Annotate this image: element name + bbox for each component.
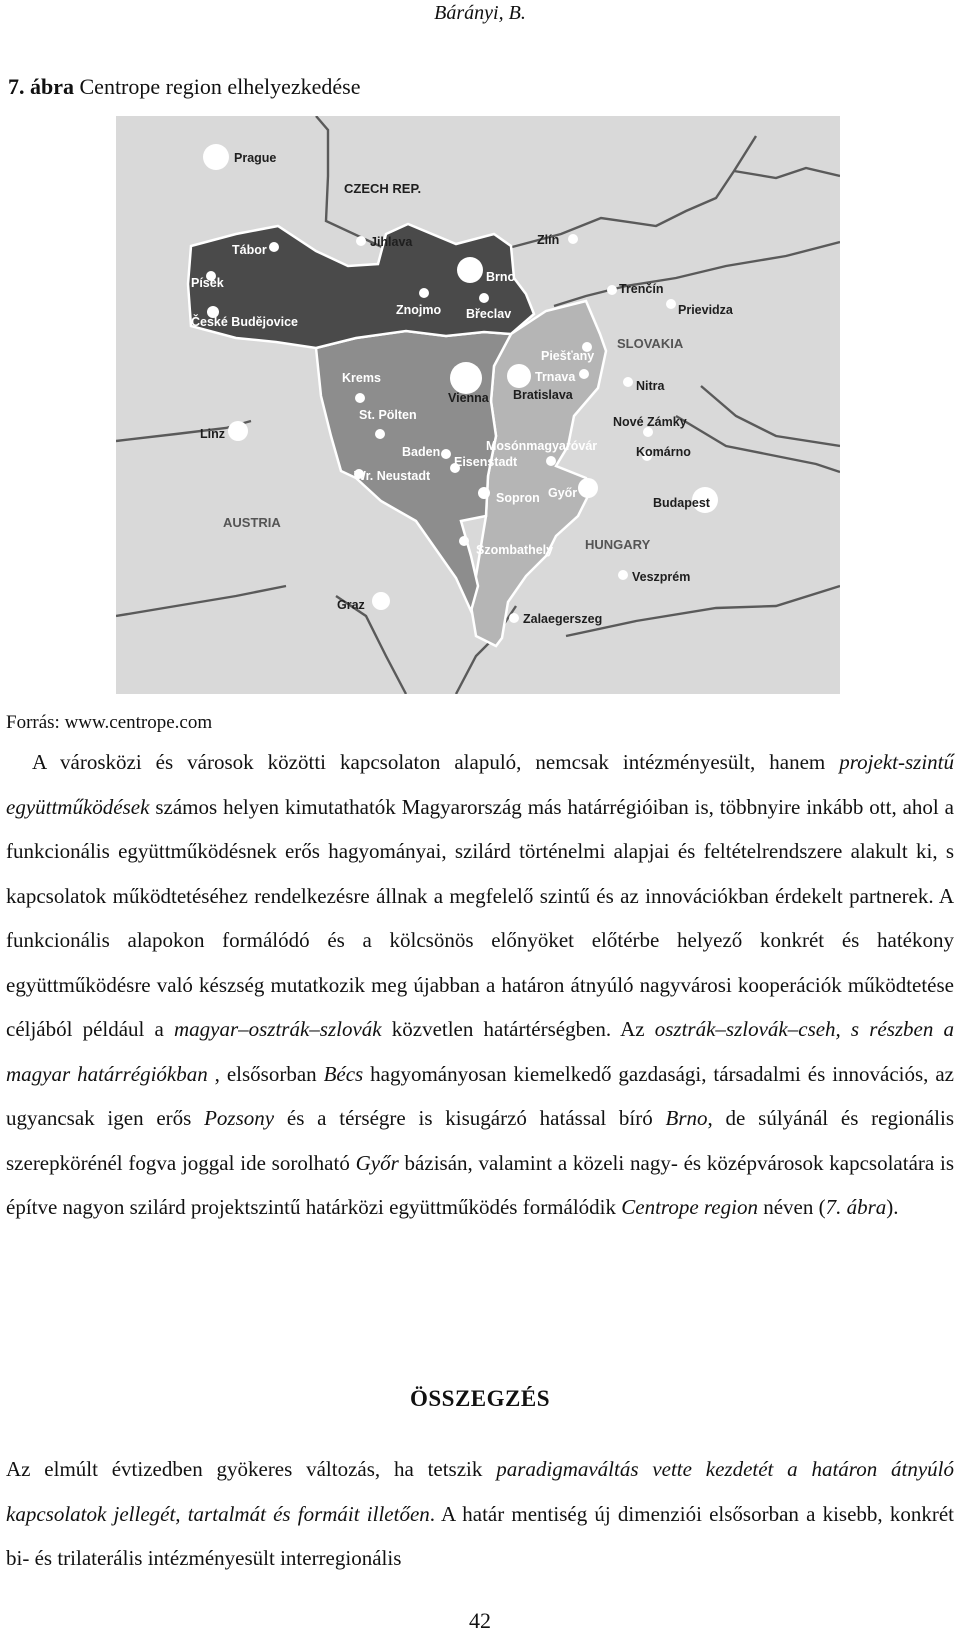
page-number: 42 <box>469 1608 491 1633</box>
city-dot-breclav <box>479 293 489 303</box>
city-dot-krems <box>355 393 365 403</box>
city-label-st-polten: St. Pölten <box>359 408 417 422</box>
country-label-slovakia: SLOVAKIA <box>617 336 684 351</box>
city-label-tabor: Tábor <box>232 243 267 257</box>
city-dot-sopron <box>478 487 490 499</box>
city-dot-znojmo <box>419 288 429 298</box>
city-dot-prague <box>203 144 229 170</box>
country-label-austria: AUSTRIA <box>223 515 281 530</box>
city-label-mosonmagyarovar: Mosónmagyaróvár <box>486 439 598 453</box>
p1-text-5: hagyományosan kiemelkedő gazdasági, társadalmi és innovációs, az ugyancsak igen erős <box>6 1061 954 1130</box>
city-dot-trencin <box>607 285 617 295</box>
city-dot-veszprem <box>618 570 628 580</box>
city-dot-baden <box>441 449 451 459</box>
p1-italic-8: Centrope region <box>621 1195 758 1219</box>
city-dot-trnava <box>579 369 589 379</box>
p1-italic-7: Győr <box>355 1150 399 1175</box>
p2-italic-1: paradigmaváltás vette kezdetét a határon átnyúló kapcsolatok jellegét, tartalmát és formáit illetően <box>6 1457 954 1526</box>
city-label-wr-neustadt: Wr. Neustadt <box>354 469 431 483</box>
city-label-linz: Linz <box>200 427 225 441</box>
p1-text-6: és a térségre is kisugárzó hatással bíró <box>274 1106 666 1130</box>
city-label-nitra: Nitra <box>636 379 665 393</box>
p1-italic-6: Brno <box>665 1106 708 1130</box>
city-label-baden: Baden <box>402 445 441 459</box>
city-dot-mosonmagyarovar <box>546 456 556 466</box>
city-label-komarno: Komárno <box>636 445 691 459</box>
city-label-zlin: Zlín <box>537 233 560 247</box>
p1-italic-1: projekt-szintű együttműködések <box>6 750 954 819</box>
city-label-znojmo: Znojmo <box>396 303 442 317</box>
p1-text-3: közvetlen határtérségben. Az <box>381 1017 655 1041</box>
city-label-trnava: Trnava <box>535 370 576 384</box>
body-paragraph-2 <box>6 1447 954 1581</box>
figure-source: Forrás: www.centrope.com <box>6 712 213 733</box>
city-label-krems: Krems <box>342 371 381 385</box>
p1-text-4: , elsősorban <box>207 1061 324 1086</box>
p1-italic-9: 7. ábra <box>825 1195 887 1219</box>
city-label-gyor: Győr <box>548 486 578 500</box>
city-label-budapest: Budapest <box>653 496 710 510</box>
city-dot-zlin <box>568 234 578 244</box>
city-label-trencin: Trenčín <box>619 282 664 296</box>
city-label-jihlava: Jihlava <box>370 235 413 249</box>
city-dot-st-polten <box>375 429 385 439</box>
city-dot-jihlava <box>356 236 366 246</box>
city-label-szombathely: Szombathely <box>476 543 554 557</box>
city-dot-brno <box>457 257 483 283</box>
city-dot-nitra <box>623 377 633 387</box>
p1-text-7: , de súlyánál és regionális szerepkörénél fogva joggal ide sorolható <box>6 1106 954 1175</box>
figure-caption <box>8 74 360 100</box>
p1-text-9: néven ( <box>757 1195 826 1219</box>
city-dot-gyor <box>578 478 598 498</box>
city-label-ceske-budejovice: České Budějovice <box>191 315 298 329</box>
city-label-graz: Graz <box>337 598 365 612</box>
city-label-sopron: Sopron <box>496 491 540 505</box>
city-dot-linz <box>228 421 248 441</box>
country-label-hungary: HUNGARY <box>585 537 651 552</box>
p1-italic-2: magyar–osztrák–szlovák <box>173 1017 382 1041</box>
running-header: Bárányi, B. <box>434 2 526 24</box>
p2-text-1: Az elmúlt évtizedben gyökeres változás, ha tetszik <box>6 1457 497 1481</box>
city-dot-szombathely <box>459 536 469 546</box>
city-label-vienna: Vienna <box>448 391 489 405</box>
p1-text-2: számos helyen kimutathatók Magyarország más határrégióiban is, többnyire inkább ott, ahol a funkcionális együttműködésnek erős hagyományai, szilárd történelmi alapjai és feltételrendszere alakult ki, s kapcsolatok működtetéséhez rendelkezésre állnak a megfelelő szintű és az innovációkban érdekelt partnerek. A funkcionális alapokon formálódó és a kölcsönös előnyöket előtérbe helyező konkrét és hatékony együttműködésre való készség mutatkozik meg újabban a határon átnyúló nagyvárosi kooperációk működtetése céljából például a <box>6 794 954 1041</box>
p1-text-8: bázisán, valamint a közeli nagy- és középvárosok kapcsolatára is építve nagyon szilárd projektszintű határközi együttműködés formálódik <box>6 1150 954 1219</box>
p1-italic-3: osztrák–szlovák–cseh, s részben a magyar határrégiókban <box>6 1017 954 1086</box>
city-label-brno: Brno <box>486 270 516 284</box>
city-label-prievidza: Prievidza <box>678 303 733 317</box>
centrope-map <box>116 116 840 694</box>
city-label-zalaegerszeg: Zalaegerszeg <box>523 612 603 626</box>
city-dot-prievidza <box>666 299 676 309</box>
p1-text-1: A városközi és városok közötti kapcsolaton alapuló, nemcsak intézményesült, hanem <box>32 750 840 774</box>
p2-text-2: . A határ mentiség új dimenziói elsősorban a kisebb, konkrét bi- és trilaterális intézményesült interregionális <box>6 1501 955 1570</box>
city-label-breclav: Břeclav <box>466 307 512 321</box>
city-label-eisenstadt: Eisenstadt <box>454 455 518 469</box>
city-dot-vienna <box>450 362 482 394</box>
city-dot-zalaegerszeg <box>509 613 519 623</box>
p1-text-10: ). <box>886 1195 899 1219</box>
figure-number: 7. ábra <box>8 74 74 99</box>
country-label-czech: CZECH REP. <box>344 181 422 196</box>
city-label-veszprem: Veszprém <box>632 570 691 584</box>
figure-title: Centrope region elhelyezkedése <box>79 74 361 99</box>
city-label-pisek: Písek <box>191 276 224 290</box>
city-dot-graz <box>372 592 390 610</box>
body-paragraph-1 <box>6 740 954 1230</box>
city-label-prague: Prague <box>234 151 277 165</box>
city-label-piestany: Piešťany <box>541 349 595 363</box>
city-label-nove-zamky: Nové Zámky <box>613 415 687 429</box>
city-dot-bratislava <box>507 364 531 388</box>
section-heading: ÖSSZEGZÉS <box>409 1386 551 1411</box>
city-label-bratislava: Bratislava <box>513 388 573 402</box>
p1-italic-5: Pozsony <box>204 1106 275 1130</box>
city-dot-tabor <box>269 242 279 252</box>
p1-italic-4: Bécs <box>323 1061 364 1086</box>
